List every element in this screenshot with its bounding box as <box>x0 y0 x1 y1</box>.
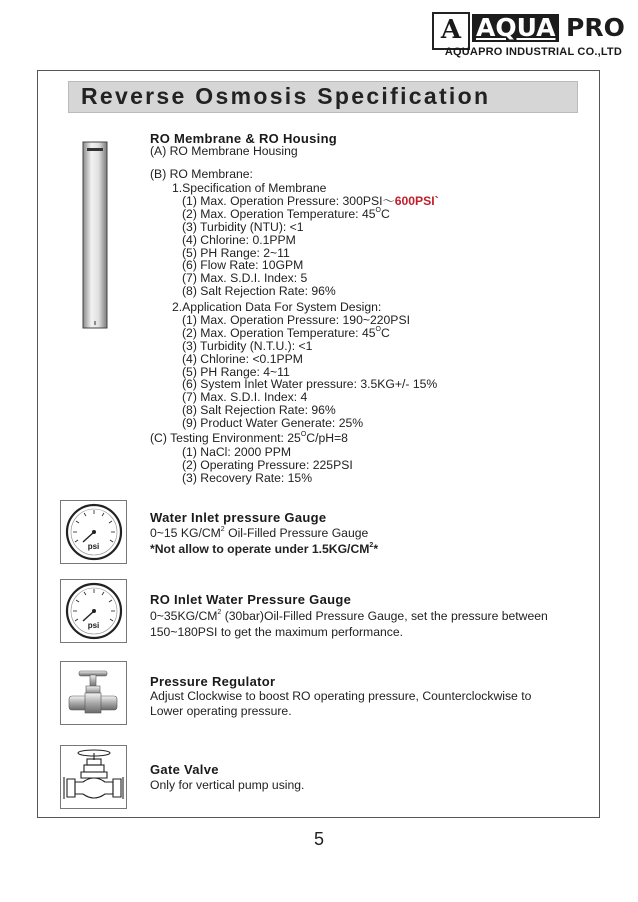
regulator-heading: Pressure Regulator <box>150 674 276 689</box>
list-item: (8) Salt Rejection Rate: 96% <box>182 402 336 417</box>
gate-valve-image <box>60 745 127 809</box>
list-item: (3) Turbidity (N.T.U.): <1 <box>182 339 313 353</box>
list-item: (8) Salt Rejection Rate: 96% <box>182 283 336 298</box>
ro-item-a: (A) RO Membrane Housing <box>150 144 298 158</box>
list-item: (6) Flow Rate: 10GPM <box>182 258 304 273</box>
page-number: 5 <box>313 829 324 849</box>
warning-asterisk: * <box>373 542 379 556</box>
application-temperature <box>182 327 390 340</box>
gauge-unit-label: psi <box>87 542 100 551</box>
regulator-desc-line2: Lower operating pressure. <box>150 704 292 718</box>
pressure-gauge-icon <box>61 501 126 563</box>
spec-temp-unit: C <box>380 207 390 221</box>
membrane-spec-pressure <box>182 195 439 208</box>
degree-mark: O <box>300 431 307 438</box>
ro-gauge-desc-line2: 150~180PSI to get the maximum performance. <box>150 625 404 639</box>
membrane-spec-title: 1.Specification of Membrane <box>172 181 327 195</box>
list-item: (6) System Inlet Water pressure: 3.5KG+/- 15% <box>182 377 438 392</box>
list-item: (2) Operating Pressure: 225PSI <box>182 457 353 472</box>
logo-word-pro: PRO <box>566 13 625 42</box>
company-name: AQUAPRO INDUSTRIAL CO.,LTD <box>444 46 622 58</box>
regulator-desc-line1: Adjust Clockwise to boost RO operating pressure, Counterclockwise to <box>150 689 532 703</box>
page-title: Reverse Osmosis Specification <box>81 83 491 109</box>
spec-pressure-text: (1) Max. Operation Pressure: 300PSI～ <box>182 194 395 208</box>
squared-mark: 2 <box>220 526 225 533</box>
water-gauge-type: Oil-Filled Pressure Gauge <box>224 526 369 540</box>
list-item: (5) PH Range: 4~11 <box>182 364 290 379</box>
application-data-list <box>182 340 437 430</box>
company-logo <box>432 12 625 58</box>
app-temp-unit: C <box>380 326 390 340</box>
list-item: (4) Chlorine: 0.1PPM <box>182 232 296 247</box>
water-gauge-heading: Water Inlet pressure Gauge <box>150 510 327 525</box>
degree-mark: O <box>375 207 381 214</box>
spec-temp-text: (2) Max. Operation Temperature: 45 <box>182 207 376 221</box>
logo-word-aqua: AQUA <box>472 14 559 42</box>
list-item: (3) Recovery Rate: 15% <box>182 470 313 485</box>
water-gauge-warning <box>150 543 378 556</box>
gate-valve-icon <box>61 746 126 808</box>
water-inlet-gauge-image <box>60 500 127 564</box>
warning-text: *Not allow to operate under 1.5KG/CM <box>150 542 370 556</box>
testing-environment-list <box>182 446 353 484</box>
ro-gauge-range: 0~35KG/CM <box>150 609 218 623</box>
testing-environment <box>150 432 348 445</box>
testing-env-unit: C/pH=8 <box>306 431 348 445</box>
ro-item-b: (B) RO Membrane: <box>150 167 253 181</box>
water-gauge-desc <box>150 527 368 540</box>
membrane-spec-list <box>182 221 336 298</box>
ro-gauge-desc-line1 <box>150 610 548 623</box>
membrane-housing-icon <box>82 141 108 329</box>
spec-pressure-highlight: 600PSI` <box>394 194 439 208</box>
needle-valve-icon <box>61 662 126 724</box>
list-item: (1) NaCl: 2000 PPM <box>182 445 292 459</box>
water-gauge-range: 0~15 KG/CM <box>150 526 221 540</box>
ro-gauge-heading: RO Inlet Water Pressure Gauge <box>150 592 352 607</box>
ro-gauge-type: (30bar)Oil-Filled Pressure Gauge, set the pressure between <box>221 609 548 623</box>
ro-section-heading: RO Membrane & RO Housing <box>150 131 338 146</box>
gate-valve-desc: Only for vertical pump using. <box>150 778 305 792</box>
ro-membrane-housing-image <box>82 141 108 329</box>
list-item: (4) Chlorine: <0.1PPM <box>182 351 303 366</box>
testing-env-text: (C) Testing Environment: 25 <box>150 431 301 445</box>
ro-inlet-gauge-image <box>60 579 127 643</box>
list-item: (7) Max. S.D.I. Index: 5 <box>182 271 308 286</box>
gate-valve-heading: Gate Valve <box>150 762 219 777</box>
squared-mark: 2 <box>369 542 374 549</box>
logo-mark: A <box>432 12 470 50</box>
title-bar <box>68 81 578 113</box>
pressure-gauge-icon <box>61 580 126 642</box>
list-item: (5) PH Range: 2~11 <box>182 245 290 260</box>
membrane-spec-temperature <box>182 208 390 221</box>
application-data-title: 2.Application Data For System Design: <box>172 300 382 314</box>
application-pressure: (1) Max. Operation Pressure: 190~220PSI <box>182 313 410 327</box>
gauge-unit-label: psi <box>87 621 100 630</box>
list-item: (9) Product Water Generate: 25% <box>182 415 364 430</box>
pressure-regulator-image <box>60 661 127 725</box>
degree-mark: O <box>375 326 381 333</box>
list-item: (7) Max. S.D.I. Index: 4 <box>182 390 308 405</box>
squared-mark: 2 <box>217 609 222 616</box>
list-item: (3) Turbidity (NTU): <1 <box>182 220 304 234</box>
app-temp-text: (2) Max. Operation Temperature: 45 <box>182 326 376 340</box>
